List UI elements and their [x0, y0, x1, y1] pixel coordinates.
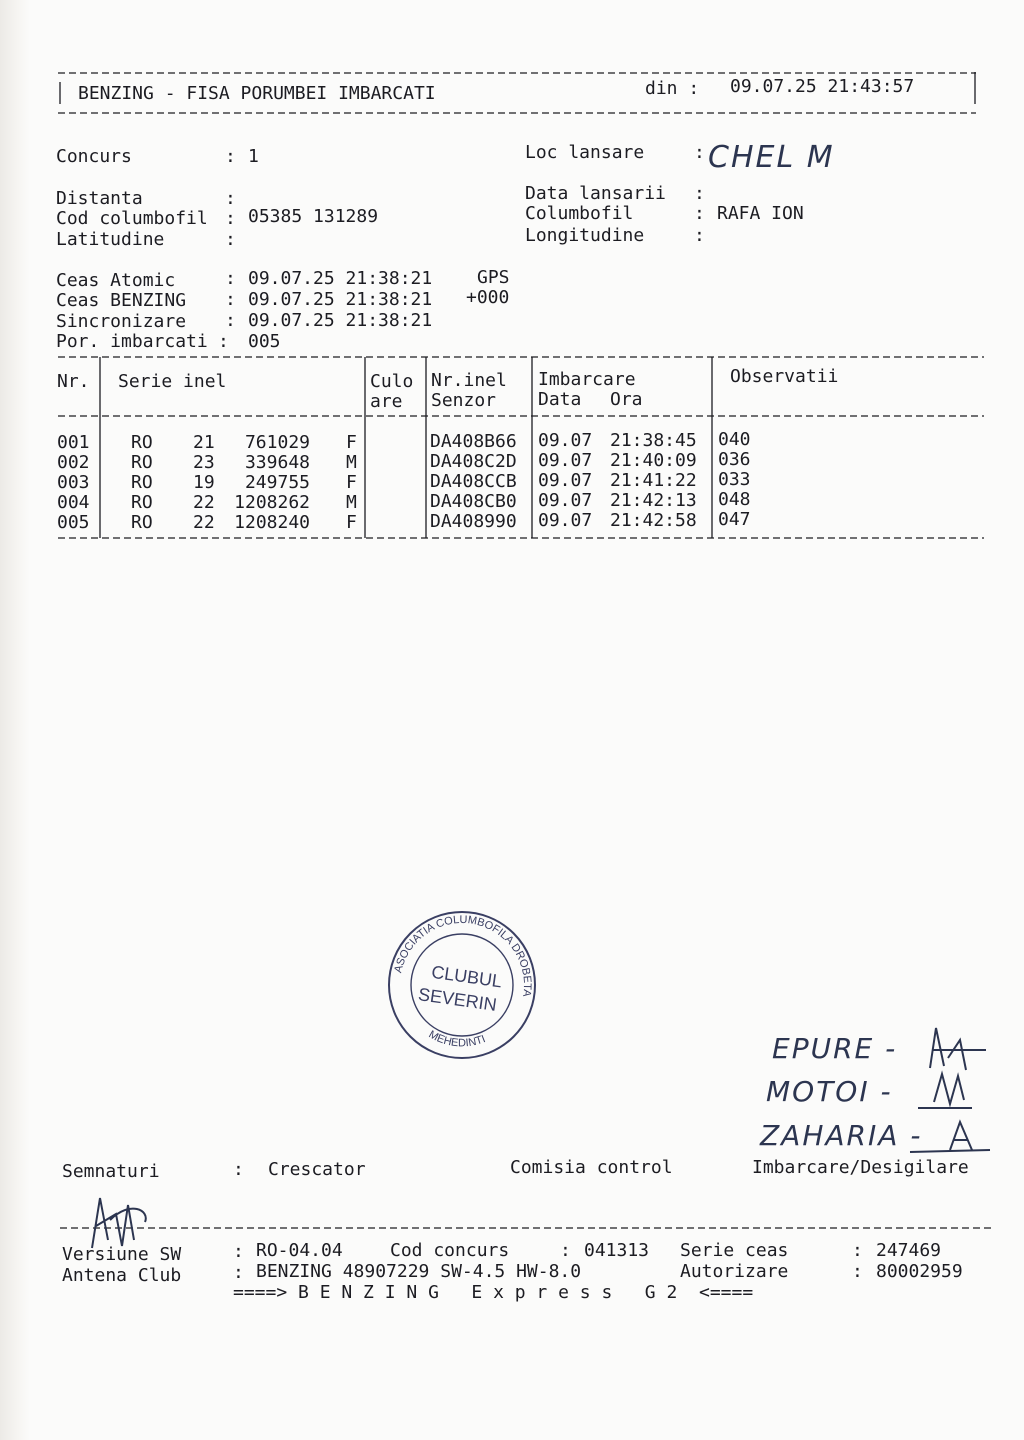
stamp-bottom-text: MEHEDINTI [426, 1028, 488, 1050]
versiune-sw-label: Versiune SW [62, 1244, 182, 1265]
concurs-colon: : [225, 146, 236, 167]
loc-lansare-colon: : [694, 142, 705, 163]
cell-data: 09.07 [538, 510, 593, 531]
ceas-benzing-value: 09.07.25 21:38:21 [248, 289, 433, 310]
cell-ora: 21:38:45 [610, 430, 697, 451]
cell-sex: M [346, 492, 357, 513]
stamp-center-line1: CLUBUL [430, 961, 504, 992]
stamp-ring-text: ASOCIATIA COLUMBOFILA DROBETA [392, 913, 534, 998]
autorizare-colon: : [852, 1261, 863, 1282]
col-culoare-header-2: are [370, 391, 403, 412]
sincronizare-value: 09.07.25 21:38:21 [248, 310, 433, 331]
benzing-express-banner: ====> B E N Z I N G E x p r e s s G 2 <==== [233, 1282, 754, 1303]
semnaturi-label: Semnaturi [62, 1161, 160, 1182]
ceas-atomic-value: 09.07.25 21:38:21 [248, 268, 433, 289]
col-nr-header: Nr. [57, 371, 90, 392]
cell-senzor: DA408CCB [430, 471, 517, 492]
cell-an: 21 [193, 432, 215, 453]
por-imbarcati-label: Por. imbarcati [56, 331, 208, 352]
cell-nr: 003 [57, 472, 90, 493]
crescator-label: Crescator [268, 1159, 366, 1180]
cod-columbofil-label: Cod columbofil [56, 208, 208, 229]
autorizare-value: 80002959 [876, 1261, 963, 1282]
cell-ora: 21:42:13 [610, 490, 697, 511]
cell-sex: F [346, 512, 357, 533]
cell-observatii: 048 [718, 489, 751, 510]
versiune-sw-value: RO-04.04 [256, 1240, 343, 1261]
cell-sex: F [346, 432, 357, 453]
ceas-atomic-label: Ceas Atomic [56, 270, 176, 291]
ceas-benzing-colon: : [225, 289, 236, 310]
cell-numar: 1208262 [234, 492, 310, 513]
cell-numar: 761029 [244, 432, 310, 453]
cell-data: 09.07 [538, 430, 593, 451]
autorizare-label: Autorizare [680, 1261, 789, 1282]
cell-sex: F [346, 472, 357, 493]
cell-ora: 21:42:58 [610, 510, 697, 531]
cell-nr: 002 [57, 452, 90, 473]
semnaturi-colon: : [233, 1159, 244, 1180]
cell-numar: 1208240 [234, 512, 310, 533]
cell-tara: RO [131, 472, 153, 493]
cell-nr: 004 [57, 492, 90, 513]
ceas-benzing-note: +000 [466, 287, 510, 308]
imbarcare-desigilare-label: Imbarcare/Desigilare [752, 1157, 969, 1178]
latitudine-label: Latitudine [56, 229, 165, 250]
cell-tara: RO [131, 432, 153, 453]
handwritten-name-2: MOTOI - [766, 1075, 893, 1108]
loc-lansare-label: Loc lansare [525, 142, 645, 163]
serie-ceas-label: Serie ceas [680, 1240, 789, 1261]
col-culoare-header-1: Culo [370, 371, 414, 392]
cell-ora: 21:40:09 [610, 450, 697, 471]
data-lansarii-label: Data lansarii [525, 183, 666, 204]
columbofil-label: Columbofil [525, 203, 634, 224]
cod-columbofil-colon: : [225, 208, 236, 229]
cell-observatii: 047 [718, 509, 751, 530]
cod-concurs-label: Cod concurs [390, 1240, 510, 1261]
cell-nr: 001 [57, 432, 90, 453]
distanta-colon: : [225, 188, 236, 209]
col-serie-inel-header: Serie inel [118, 371, 227, 392]
cod-columbofil-value: 05385 131289 [248, 206, 379, 227]
antena-club-label: Antena Club [62, 1265, 182, 1286]
sincronizare-colon: : [225, 310, 236, 331]
columbofil-colon: : [694, 203, 705, 224]
por-imbarcati-colon: : [218, 331, 229, 352]
sincronizare-label: Sincronizare [56, 311, 187, 332]
col-ora-header: Ora [610, 389, 643, 410]
antena-club-colon: : [233, 1262, 244, 1283]
cell-data: 09.07 [538, 470, 593, 491]
loc-lansare-handwritten: CHEL M [708, 140, 835, 175]
cod-concurs-value: 041313 [584, 1240, 650, 1261]
cell-senzor: DA408B66 [430, 431, 517, 452]
concurs-label: Concurs [56, 146, 132, 167]
serie-ceas-value: 247469 [876, 1240, 942, 1261]
col-nrinel-header-2: Senzor [431, 390, 497, 411]
col-observatii-header: Observatii [730, 366, 839, 387]
cell-an: 22 [193, 492, 215, 513]
cell-senzor: DA408C2D [430, 451, 517, 472]
cell-tara: RO [131, 512, 153, 533]
col-imbarcare-header: Imbarcare [538, 369, 636, 390]
cell-observatii: 040 [718, 429, 751, 450]
ceas-atomic-note: GPS [477, 267, 510, 288]
distanta-label: Distanta [56, 188, 143, 209]
latitudine-colon: : [225, 229, 236, 250]
col-data-header: Data [538, 389, 582, 410]
cell-numar: 339648 [244, 452, 310, 473]
versiune-sw-colon: : [233, 1241, 244, 1262]
cell-tara: RO [131, 452, 153, 473]
cell-an: 22 [193, 512, 215, 533]
ceas-benzing-label: Ceas BENZING [56, 290, 187, 311]
concurs-value: 1 [248, 146, 259, 167]
cell-observatii: 036 [718, 449, 751, 470]
print-date: 09.07.25 21:43:57 [730, 76, 915, 97]
cod-concurs-colon: : [560, 1240, 571, 1261]
cell-nr: 005 [57, 512, 90, 533]
longitudine-label: Longitudine [525, 225, 645, 246]
cell-an: 19 [193, 472, 215, 493]
columbofil-value: RAFA ION [717, 203, 804, 224]
data-lansarii-colon: : [694, 183, 705, 204]
por-imbarcati-value: 005 [248, 331, 281, 352]
cell-numar: 249755 [244, 472, 310, 493]
cell-an: 23 [193, 452, 215, 473]
ceas-atomic-colon: : [225, 268, 236, 289]
handwritten-name-1: EPURE - [772, 1032, 898, 1065]
serie-ceas-colon: : [852, 1240, 863, 1261]
cell-data: 09.07 [538, 450, 593, 471]
cell-senzor: DA408990 [430, 511, 517, 532]
document-title: BENZING - FISA PORUMBEI IMBARCATI [78, 83, 436, 104]
cell-data: 09.07 [538, 490, 593, 511]
handwritten-name-3: ZAHARIA - [760, 1119, 923, 1152]
cell-tara: RO [131, 492, 153, 513]
comisia-control-label: Comisia control [510, 1157, 673, 1178]
longitudine-colon: : [694, 225, 705, 246]
date-label: din : [645, 78, 700, 99]
cell-ora: 21:41:22 [610, 470, 697, 491]
antena-club-value: BENZING 48907229 SW-4.5 HW-8.0 [256, 1261, 582, 1282]
cell-observatii: 033 [718, 469, 751, 490]
col-nrinel-header-1: Nr.inel [431, 370, 507, 391]
cell-sex: M [346, 452, 357, 473]
cell-senzor: DA408CB0 [430, 491, 517, 512]
stamp-center-line2: SEVERIN [416, 984, 498, 1015]
